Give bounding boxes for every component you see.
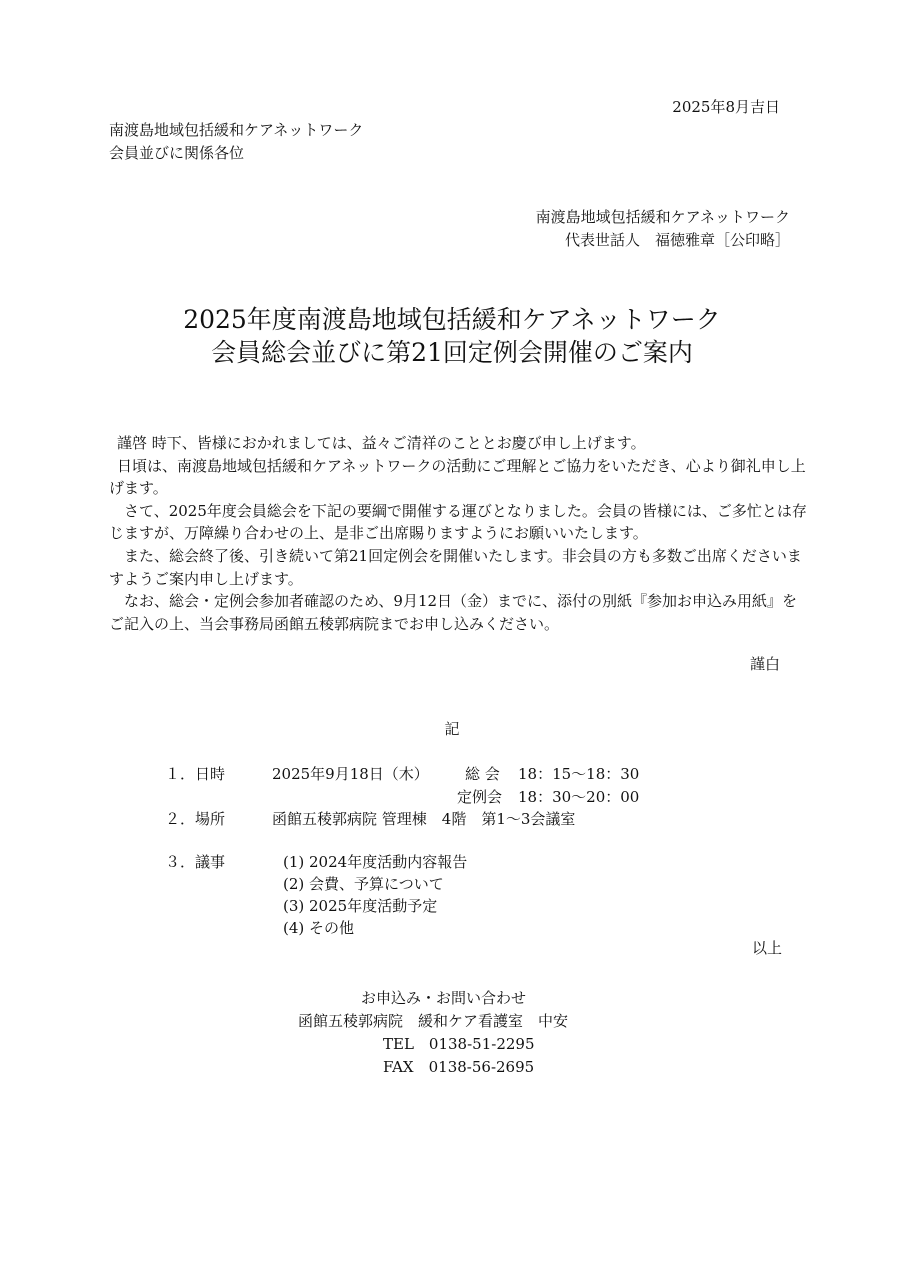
session-regular-label: 定例会 (457, 788, 503, 806)
document-title (0, 303, 904, 369)
session-regular-time: 18：30～20：00 (518, 788, 640, 806)
ki-heading: 記 (444, 720, 460, 738)
meeting-date: 2025年9月18日（木） (272, 765, 429, 783)
recipients (109, 119, 363, 165)
issue-date: 2025年8月吉日 (672, 98, 780, 116)
recipient-line: 会員並びに関係各位 (109, 144, 245, 162)
title-line-2: 会員総会並びに第21回定例会開催のご案内 (211, 338, 693, 367)
item-place-label: ２．場所 (165, 810, 226, 828)
contact-heading: お申込み・お問い合わせ (361, 989, 527, 1007)
session-general-label: 総 会 (465, 765, 500, 783)
agenda-item: (4) その他 (283, 919, 355, 937)
agenda-item: (1) 2024年度活動内容報告 (283, 853, 468, 871)
sender-organization: 南渡島地域包括緩和ケアネットワーク (535, 208, 790, 226)
meeting-place: 函館五稜郭病院 管理棟 4階 第1～3会議室 (272, 810, 576, 828)
item-agenda-label: ３．議事 (165, 853, 226, 871)
sender-representative: 代表世話人 福徳雅章［公印略］ (564, 231, 790, 249)
recipient-line: 南渡島地域包括緩和ケアネットワーク (109, 121, 364, 139)
regular-meeting-paragraph: また、総会終了後、引き続いて第21回定例会を開催いたします。非会員の方も多数ご出席くださいますようご案内申し上げます。 (109, 546, 802, 588)
contact-fax: FAX 0138-56-2695 (383, 1058, 535, 1076)
sender-block (536, 206, 790, 252)
announcement-paragraph: さて、2025年度会員総会を下記の要綱で開催する運びとなりました。会員の皆様には、ご多忙とは存じますが、万障繰り合わせの上、是非ご出席賜りますようにお願いいたします。 (109, 501, 807, 543)
agenda-item: (3) 2025年度活動予定 (283, 897, 438, 915)
gratitude-paragraph: 日頃は、南渡島地域包括緩和ケアネットワークの活動にご理解とご協力をいただき、心より御礼申し上げます。 (109, 456, 806, 498)
letter-body (109, 432, 809, 635)
greeting-paragraph: 謹啓 時下、皆様におかれましては、益々ご清祥のこととお慶び申し上げます。 (117, 434, 646, 452)
contact-tel: TEL 0138-51-2295 (383, 1035, 535, 1053)
ijo-end-mark: 以上 (751, 939, 782, 957)
registration-paragraph: なお、総会・定例会参加者確認のため、9月12日（金）までに、添付の別紙『参加お申込み用紙』をご記入の上、当会事務局函館五稜郭病院までお申し込みください。 (109, 592, 798, 633)
title-line-1: 2025年度南渡島地域包括緩和ケアネットワーク (183, 305, 721, 334)
item-datetime-label: １．日時 (165, 765, 226, 783)
session-general-time: 18：15～18：30 (518, 765, 640, 783)
contact-office: 函館五稜郭病院 緩和ケア看護室 中安 (298, 1012, 569, 1030)
agenda-item: (2) 会費、予算について (283, 875, 444, 893)
closing-word: 謹白 (749, 655, 780, 673)
